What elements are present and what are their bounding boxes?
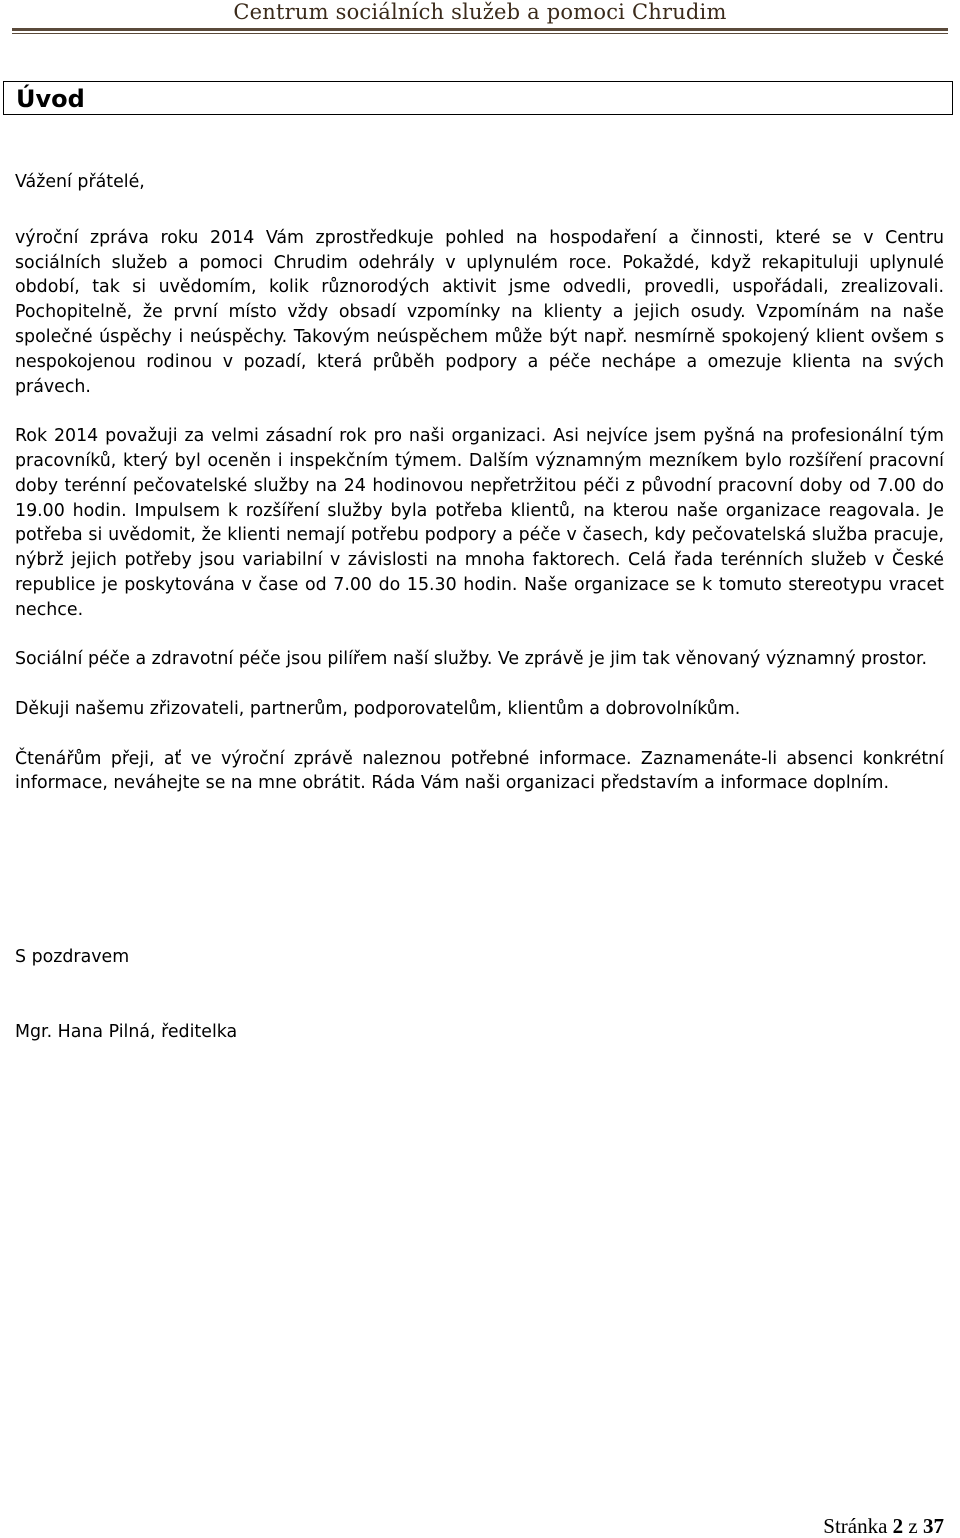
letter-paragraph: Čtenářům přeji, ať ve výroční zprávě naleznou potřebné informace. Zaznamenáte-li absenci konkrétní informace, neváhejte se na mne obrátit. Ráda Vám naši organizaci představím a informace doplním. (15, 748, 944, 794)
page-total: 37 (923, 1514, 944, 1538)
page-current: 2 (892, 1514, 904, 1538)
document-header-title: Centrum sociálních služeb a pomoci Chrudim (233, 0, 727, 24)
letter-paragraph: Děkuji našemu zřizovateli, partnerům, podporovatelům, klientům a dobrovolníkům. (15, 698, 741, 719)
letter-greeting: Vážení přátelé, (15, 172, 145, 192)
letter-signature: Mgr. Hana Pilná, ředitelka (15, 1022, 238, 1042)
section-heading: Úvod (16, 85, 85, 113)
letter-paragraph: Rok 2014 považuji za velmi zásadní rok pro naši organizaci. Asi nejvíce jsem pyšná na profesionální tým pracovníků, který byl oceněn i inspekčním týmem. Dalším významným mezníkem bylo rozšíření pracovní doby terénní pečovatelské služby na 24 hodinovou nepřetržitou péči z původní pracovní doby od 7.00 do 19.00 hodin. Impulsem k rozšíření služby byla potřeba klientů, na kterou naše organizace reagovala. Je potřeba si uvědomit, že klienti nemají potřebu podpory a péče v časech, kdy pečovatelská služba pracuje, nýbrž jejich potřeby jsou variabilní v závislosti na mnoha faktorech. Celá řada terénních služeb v České republice je poskytována v čase od 7.00 do 15.30 hodin. Naše organizace se k tomuto stereotypu vracet nechce. (15, 426, 944, 620)
header-rule-thick (12, 28, 948, 31)
letter-paragraph: Sociální péče a zdravotní péče jsou pilířem naší služby. Ve zprávě je jim tak věnovaný významný prostor. (15, 649, 928, 670)
letter-body (15, 170, 944, 821)
section-heading-box (3, 81, 953, 115)
letter-paragraph: výroční zpráva roku 2014 Vám zprostředkuje pohled na hospodaření a činnosti, které se v Centru sociálních služeb a pomoci Chrudim odehrály v uplynulém roce. Pokaždé, když rekapituluji uplynulé období, tak si uvědomím, kolik různorodých aktivit jsme odvedli, provedli, uspořádali, zrealizovali. Pochopitelně, že první místo vždy obsadí vzpomínky na klienty a jejich osudy. Vzpomínám na naše společné úspěchy i neúspěchy. Takovým neúspěchem může být např. nesmírně spokojený klient ovšem s nespokojenou rodinou v pozadí, která průběh podpory a péče nechápe a omezuje klienta na svých právech. (15, 227, 944, 397)
letter-closing: S pozdravem (15, 947, 130, 967)
page-word: Stránka (823, 1514, 888, 1538)
header-rule-thin (12, 33, 948, 34)
page-of: z (908, 1514, 918, 1538)
page-number (823, 1514, 944, 1538)
